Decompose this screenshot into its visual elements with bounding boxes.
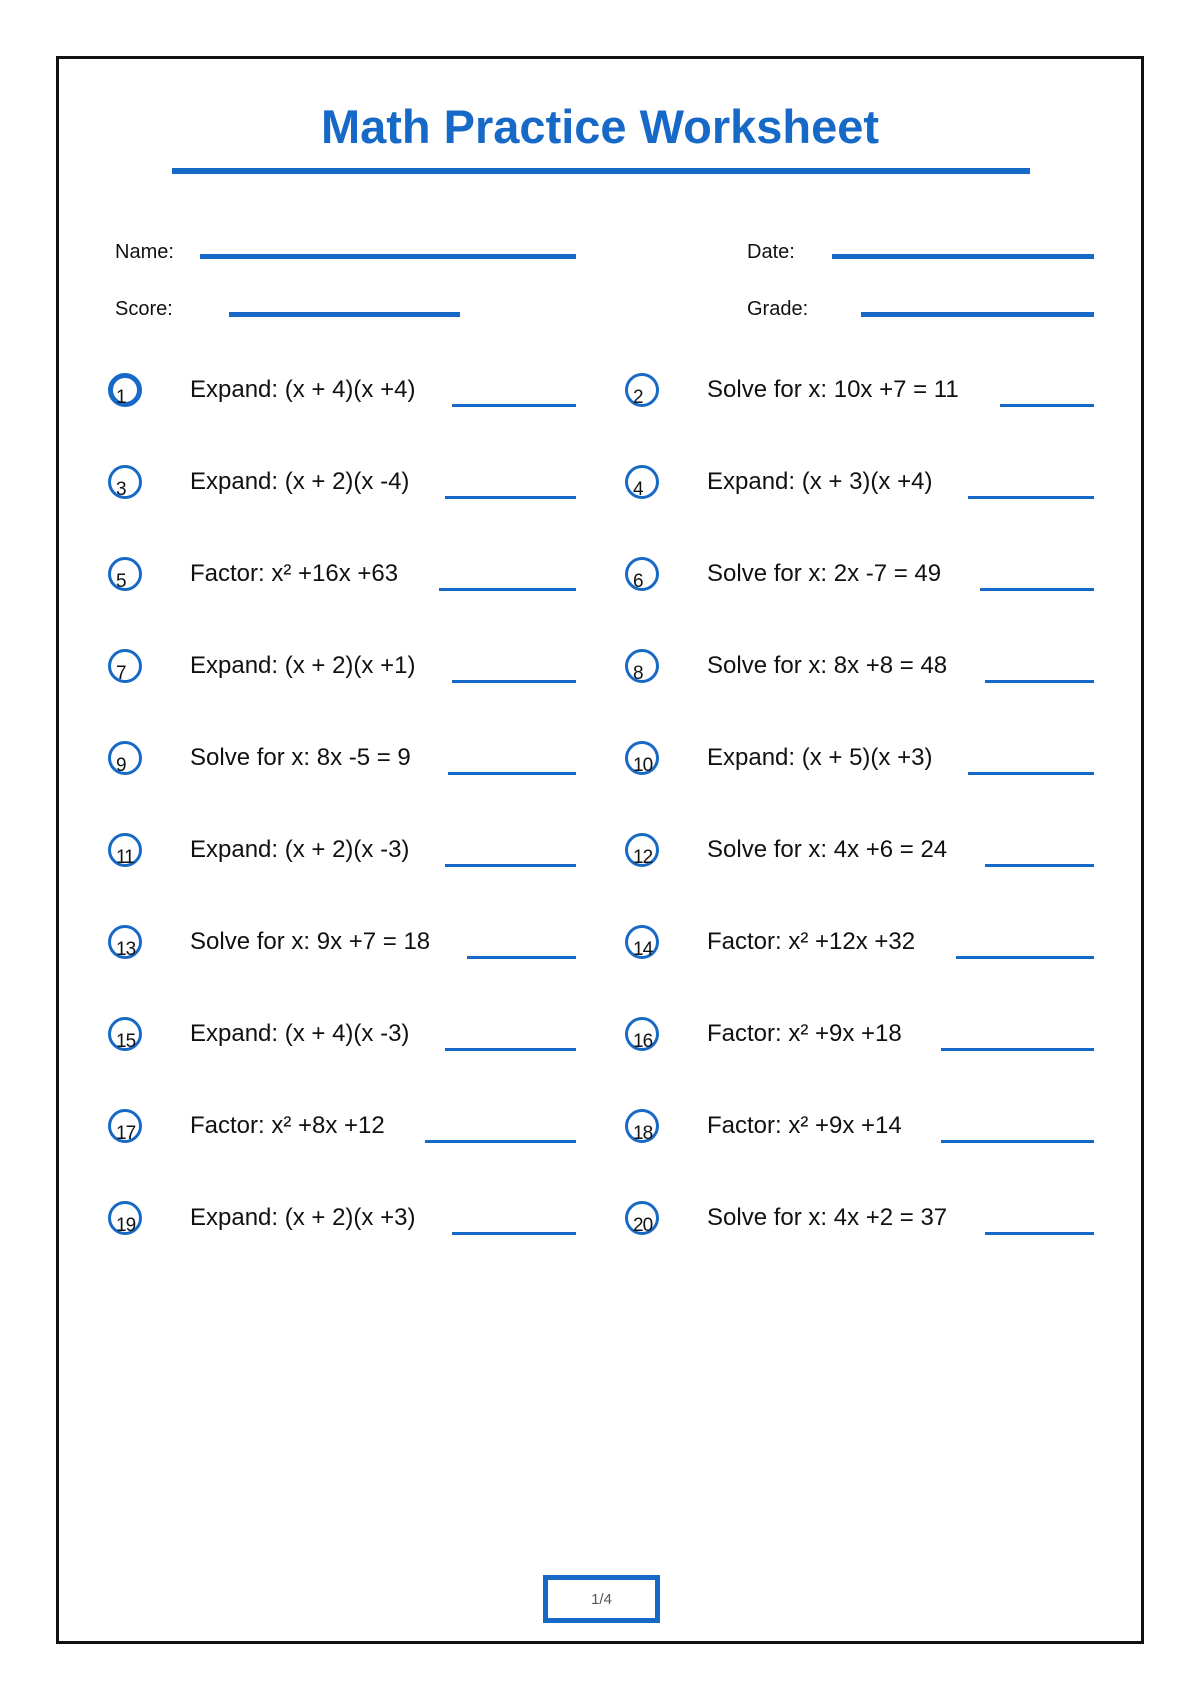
problem-number: 12 bbox=[633, 847, 653, 868]
grade-label: Grade: bbox=[747, 298, 809, 320]
problem-text: Expand: (x + 4)(x +4) bbox=[190, 376, 416, 403]
problem-number: 19 bbox=[116, 1215, 136, 1236]
problem-number: 6 bbox=[633, 571, 643, 592]
problem-text: Expand: (x + 3)(x +4) bbox=[707, 468, 933, 495]
problem-number: 20 bbox=[633, 1215, 653, 1236]
name-label: Name: bbox=[115, 241, 174, 263]
problem-number: 17 bbox=[116, 1123, 136, 1144]
page-number: 1/4 bbox=[543, 1575, 660, 1623]
problem-number: 4 bbox=[633, 479, 643, 500]
problem-number: 1 bbox=[116, 387, 126, 408]
problem-number: 10 bbox=[633, 755, 653, 776]
problem-number: 16 bbox=[633, 1031, 653, 1052]
problem-text: Expand: (x + 2)(x -4) bbox=[190, 468, 410, 495]
answer-line-10[interactable] bbox=[968, 772, 1094, 775]
answer-line-1[interactable] bbox=[452, 404, 576, 407]
problem-text: Factor: x² +8x +12 bbox=[190, 1112, 385, 1139]
problem-number: 14 bbox=[633, 939, 653, 960]
grade-field[interactable] bbox=[861, 312, 1094, 317]
answer-line-17[interactable] bbox=[425, 1140, 576, 1143]
answer-line-19[interactable] bbox=[452, 1232, 576, 1235]
problem-text: Solve for x: 4x +6 = 24 bbox=[707, 836, 948, 863]
answer-line-14[interactable] bbox=[956, 956, 1094, 959]
answer-line-5[interactable] bbox=[439, 588, 576, 591]
problem-number: 5 bbox=[116, 571, 126, 592]
problem-text: Solve for x: 4x +2 = 37 bbox=[707, 1204, 948, 1231]
answer-line-11[interactable] bbox=[445, 864, 576, 867]
problem-text: Expand: (x + 2)(x +1) bbox=[190, 652, 416, 679]
answer-line-8[interactable] bbox=[985, 680, 1094, 683]
score-label: Score: bbox=[115, 298, 173, 320]
answer-line-6[interactable] bbox=[980, 588, 1094, 591]
problem-number: 8 bbox=[633, 663, 643, 684]
answer-line-9[interactable] bbox=[448, 772, 576, 775]
problem-text: Expand: (x + 2)(x +3) bbox=[190, 1204, 416, 1231]
problem-text: Solve for x: 9x +7 = 18 bbox=[190, 928, 431, 955]
name-field[interactable] bbox=[200, 254, 576, 259]
answer-line-18[interactable] bbox=[941, 1140, 1094, 1143]
problem-text: Solve for x: 8x -5 = 9 bbox=[190, 744, 411, 771]
answer-line-7[interactable] bbox=[452, 680, 576, 683]
problem-text: Factor: x² +12x +32 bbox=[707, 928, 916, 955]
problem-number: 13 bbox=[116, 939, 136, 960]
answer-line-12[interactable] bbox=[985, 864, 1094, 867]
answer-line-15[interactable] bbox=[445, 1048, 576, 1051]
problem-text: Solve for x: 8x +8 = 48 bbox=[707, 652, 948, 679]
problem-number: 15 bbox=[116, 1031, 136, 1052]
page-title: Math Practice Worksheet bbox=[320, 100, 880, 153]
answer-line-20[interactable] bbox=[985, 1232, 1094, 1235]
problem-text: Expand: (x + 4)(x -3) bbox=[190, 1020, 410, 1047]
answer-line-2[interactable] bbox=[1000, 404, 1094, 407]
answer-line-16[interactable] bbox=[941, 1048, 1094, 1051]
problem-text: Solve for x: 10x +7 = 11 bbox=[707, 376, 959, 403]
problem-text: Solve for x: 2x -7 = 49 bbox=[707, 560, 942, 587]
answer-line-13[interactable] bbox=[467, 956, 576, 959]
problem-text: Factor: x² +9x +18 bbox=[707, 1020, 902, 1047]
problem-number: 3 bbox=[116, 479, 126, 500]
problem-number: 18 bbox=[633, 1123, 653, 1144]
problem-text: Expand: (x + 5)(x +3) bbox=[707, 744, 933, 771]
problem-text: Expand: (x + 2)(x -3) bbox=[190, 836, 410, 863]
title-underline bbox=[172, 168, 1030, 174]
date-field[interactable] bbox=[832, 254, 1094, 259]
problem-number: 9 bbox=[116, 755, 126, 776]
score-field[interactable] bbox=[229, 312, 460, 317]
problem-text: Factor: x² +16x +63 bbox=[190, 560, 399, 587]
answer-line-3[interactable] bbox=[445, 496, 576, 499]
answer-line-4[interactable] bbox=[968, 496, 1094, 499]
problem-number: 2 bbox=[633, 387, 643, 408]
problem-text: Factor: x² +9x +14 bbox=[707, 1112, 902, 1139]
problem-number: 11 bbox=[116, 847, 134, 868]
date-label: Date: bbox=[747, 241, 795, 263]
problem-number: 7 bbox=[116, 663, 126, 684]
